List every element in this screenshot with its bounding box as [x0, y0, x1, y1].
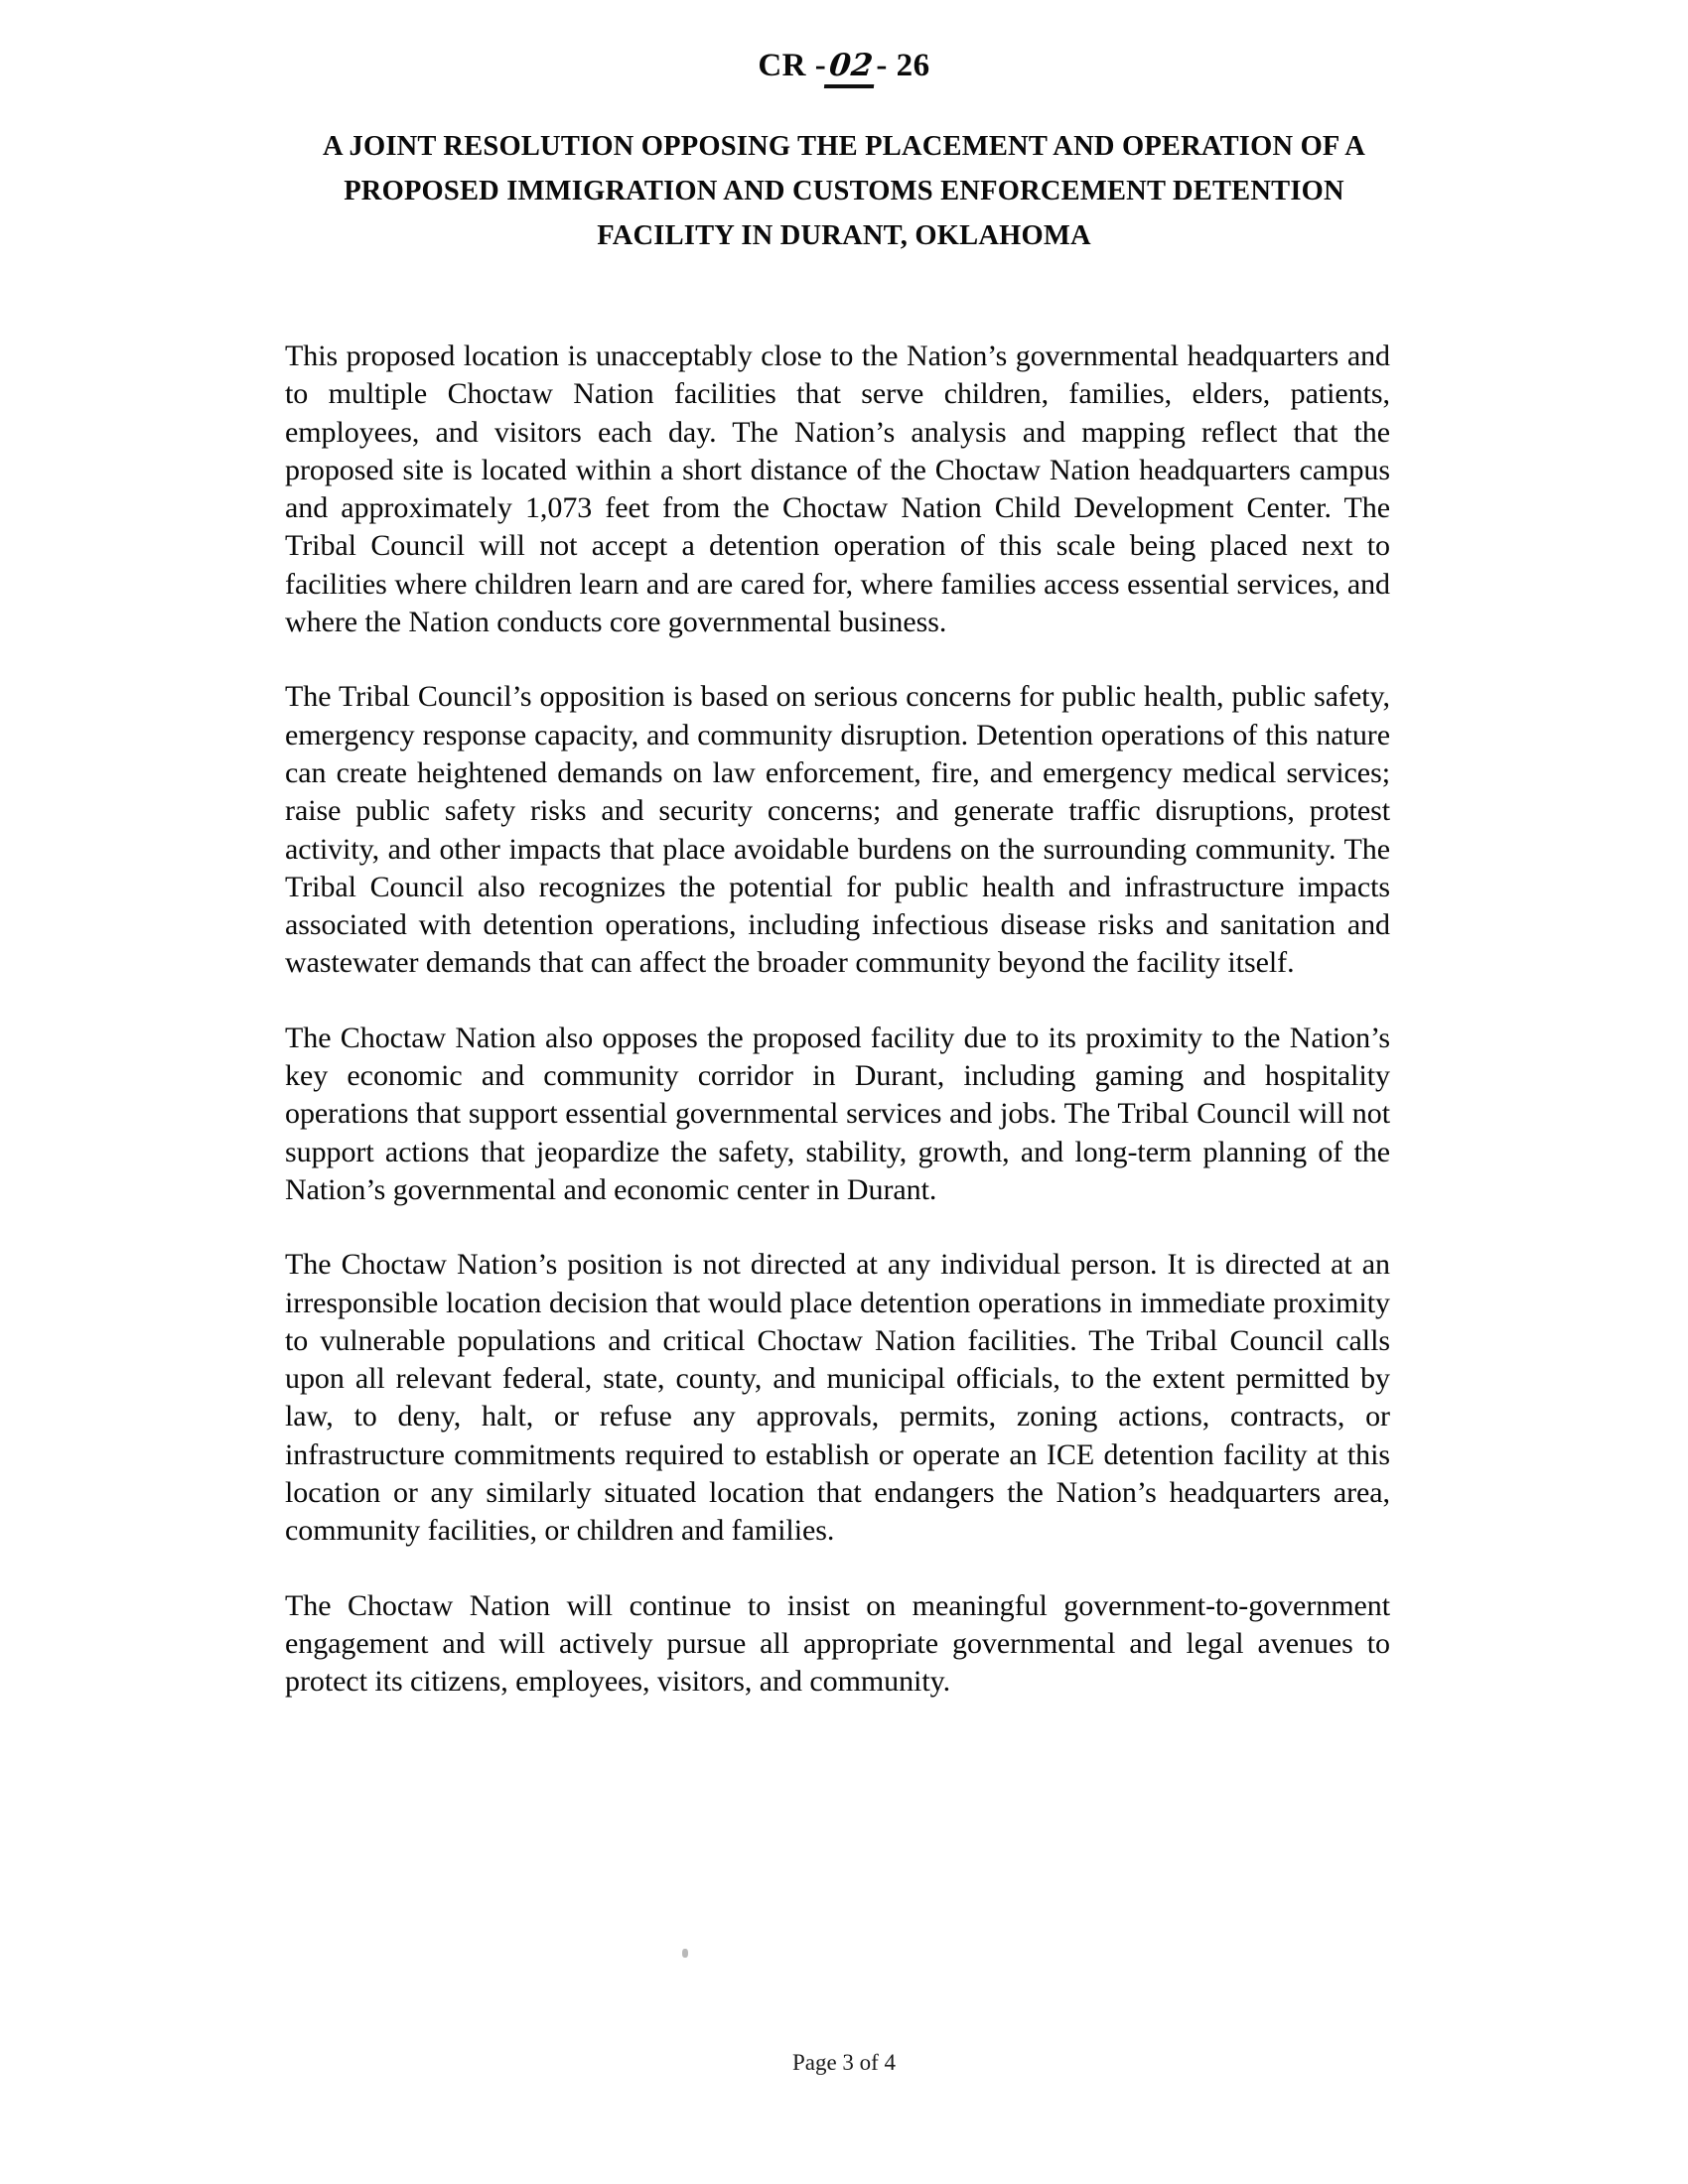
resolution-title — [189, 124, 1499, 258]
page-footer: Page 3 of 4 — [791, 2050, 897, 2075]
title-line-2: PROPOSED IMMIGRATION AND CUSTOMS ENFORCEMENT DETENTION — [344, 176, 1344, 206]
document-number-prefix: CR - — [758, 48, 827, 83]
body-paragraph: The Choctaw Nation’s position is not directed at any individual person. It is directed at an irresponsible location decision that would place detention operations in immediate proximity to vulnerable populations and critical Choctaw Nation facilities. The Tribal Council calls upon all relevant federal, state, county, and municipal officials, to the extent permitted by law, to deny, halt, or refuse any approvals, permits, zoning actions, contracts, or infrastructure commitments required to establish or operate an ICE detention facility at this location or any similarly situated location that endangers the Nation’s headquarters area, community facilities, or children and families. — [285, 1248, 1390, 1548]
document-number-handwritten-value: 02 — [824, 48, 878, 88]
body-paragraph: The Choctaw Nation will continue to insist on meaningful government-to-government engagement and will actively pursue all appropriate governmental and legal avenues to protect its citizens, employees, visitors, and community. — [285, 1588, 1390, 1699]
title-line-3: FACILITY IN DURANT, OKLAHOMA — [597, 220, 1091, 251]
title-line-1: A JOINT RESOLUTION OPPOSING THE PLACEMENT AND OPERATION OF A — [322, 131, 1366, 162]
document-number-suffix: - 26 — [876, 48, 930, 83]
body-paragraph: The Choctaw Nation also opposes the proposed facility due to its proximity to the Nation’s key economic and community corridor in Durant, including gaming and hospitality operations that support essential governmental services and jobs. The Tribal Council will not support actions that jeopardize the safety, stability, growth, and long-term planning of the Nation’s governmental and economic center in Durant. — [285, 1021, 1390, 1206]
body-paragraph: The Tribal Council’s opposition is based on serious concerns for public health, public safety, emergency response capacity, and community disruption. Detention operations of this nature can create heightened demands on law enforcement, fire, and emergency medical services; raise public safety risks and security concerns; and generate traffic disruptions, protest activity, and other impacts that place avoidable burdens on the surrounding community. The Tribal Council also recognizes the potential for public health and infrastructure impacts associated with detention operations, including infectious disease risks and sanitation and wastewater demands that can affect the broader community beyond the facility itself. — [285, 680, 1390, 980]
scan-artifact-speck — [682, 1949, 688, 1958]
resolution-body — [285, 338, 1390, 1702]
document-number — [0, 48, 1688, 88]
body-paragraph: This proposed location is unacceptably close to the Nation’s governmental headquarters and to multiple Choctaw Nation facilities that serve children, families, elders, patients, employees, and visitors each day. The Nation’s analysis and mapping reflect that the proposed site is located within a short distance of the Choctaw Nation headquarters campus and approximately 1,073 feet from the Choctaw Nation Child Development Center. The Tribal Council will not accept a detention operation of this scale being placed next to facilities where children learn and are cared for, where families access essential services, and where the Nation conducts core governmental business. — [285, 340, 1390, 639]
